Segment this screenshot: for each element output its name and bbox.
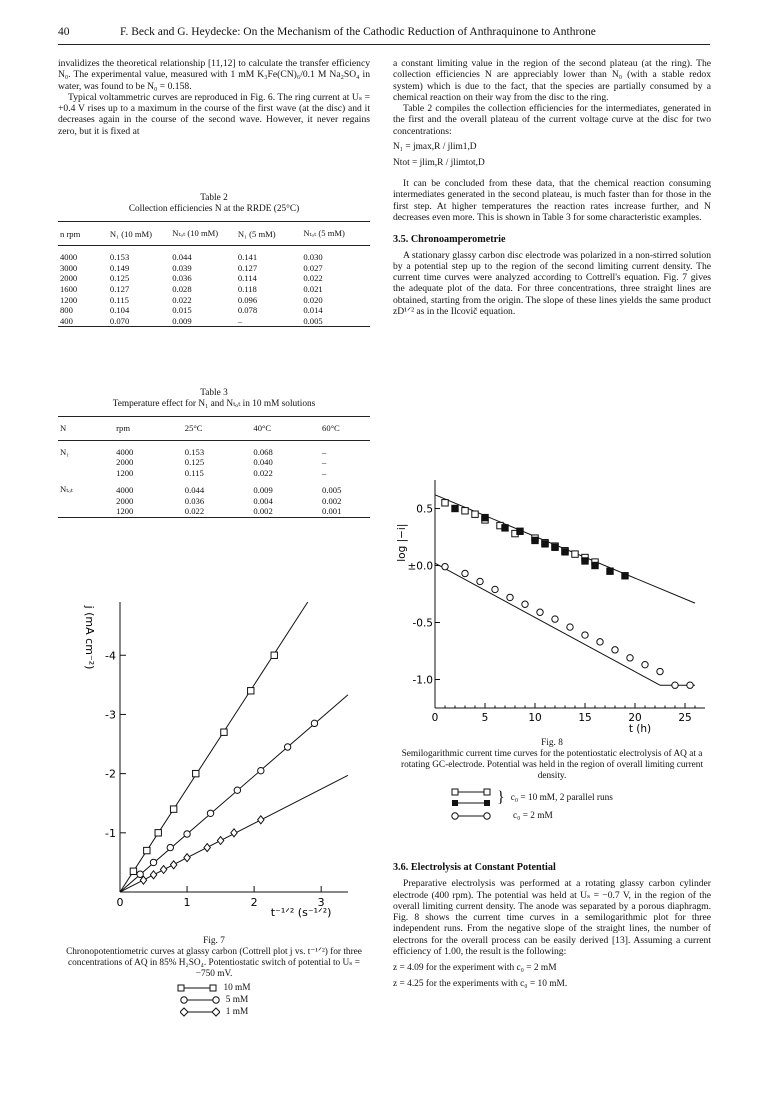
table-cell: 1200 — [60, 294, 78, 305]
table-cell: 2000 — [60, 273, 78, 284]
table-row — [58, 294, 370, 305]
fig8-chart — [393, 470, 711, 734]
table-cell — [58, 457, 114, 468]
table-cell: 0.078 — [237, 305, 258, 316]
section-3-6-heading: 3.6. Electrolysis at Constant Potential — [393, 862, 556, 873]
fig8-data-point — [597, 639, 603, 645]
table-cell: 0.004 — [253, 495, 273, 506]
page-number: 40 — [58, 26, 70, 38]
square-marker-icon — [177, 983, 217, 993]
table-cell: 0.022 — [303, 273, 323, 284]
table-header-cell: Nₜₒₜ (10 mM) — [170, 222, 236, 246]
fig8-data-point — [532, 537, 538, 543]
table-header-cell: N₁ (10 mM) — [108, 222, 170, 246]
table-cell: 0.125 — [109, 273, 130, 284]
table-cell: 0.040 — [253, 457, 273, 468]
table-header-cell: N₁ (5 mM) — [236, 222, 302, 246]
table-cell: 0.153 — [108, 246, 170, 263]
fig7-data-point — [234, 787, 240, 793]
table-cell: – — [237, 315, 243, 326]
circle-marker-icon — [451, 811, 491, 821]
fig8-legend — [451, 786, 711, 822]
table-cell: 0.009 — [253, 484, 273, 495]
fig7-x-label: t⁻¹ᐟ² (s⁻¹ᐟ²) — [270, 906, 332, 919]
fig7-data-point — [248, 688, 254, 694]
fig8-label: Fig. 8 — [541, 738, 563, 748]
table-cell: – — [322, 468, 327, 479]
brace-icon: } — [497, 789, 505, 806]
table-cell: 0.005 — [303, 315, 323, 326]
fig8-x-label: t (h) — [628, 723, 652, 734]
table-header-row — [58, 417, 370, 441]
right-para-3: It can be concluded from these data, that the chemical reaction consuming intermediates generated in the second plateau, is much faster than for those in the first step. At higher temperatures the reaction rates increase further, and N decreases even more. This is shown in Table 3 for some characteristic examples. — [393, 178, 711, 223]
table-cell: 0.015 — [172, 305, 192, 316]
table-cell: N₁ — [58, 440, 114, 457]
fig8-data-point — [567, 624, 573, 630]
table-cell: 0.115 — [109, 294, 129, 305]
table-cell: – — [320, 440, 370, 457]
table-cell: 0.009 — [172, 315, 192, 326]
fig7-data-point — [204, 844, 210, 852]
table-cell: 1200 — [116, 506, 134, 517]
table-cell: 0.028 — [172, 284, 192, 295]
fig7-y-tick-label: -1 — [105, 826, 116, 840]
fig8-data-point — [462, 570, 468, 576]
fig8-x-tick-label: 10 — [528, 712, 542, 724]
table-cell: 0.127 — [109, 284, 130, 295]
table-cell: 0.021 — [303, 284, 323, 295]
table-cell: 0.036 — [184, 495, 205, 506]
table-row — [58, 440, 370, 457]
fig8-data-point — [552, 616, 558, 622]
fig7-caption-block — [58, 936, 370, 1018]
result-10mm: z = 4.25 for the experiments with c₀ = 10 mM. — [393, 979, 568, 990]
table-cell: 0.149 — [109, 262, 130, 273]
fig8-y-tick-label: -0.5 — [412, 617, 433, 630]
table-cell: 0.068 — [251, 440, 320, 457]
table-cell: 4000 — [58, 246, 108, 263]
fig7-caption: Chronopotentiometric curves at glassy carbon (Cottrell plot j vs. t⁻¹ᐟ²) for three concentrations of AQ in 85% H₂SO₄. Potentiostatic switch of potential to Uₛ = −750 mV. — [66, 947, 362, 979]
fig7-data-point — [155, 830, 161, 836]
fig8-data-point — [572, 551, 578, 557]
table-cell: 0.005 — [322, 484, 342, 495]
table-cell: 0.114 — [237, 273, 257, 284]
running-title: F. Beck and G. Heydecke: On the Mechanism of the Cathodic Reduction of Anthraquinone to Anthrone — [120, 26, 596, 38]
table-cell: 0.020 — [303, 294, 323, 305]
fig8-x-tick-label: 20 — [628, 712, 642, 724]
fig8-data-point — [552, 544, 558, 550]
fig7-legend — [58, 982, 370, 1018]
table-cell: 3000 — [60, 262, 78, 273]
fig8-data-point — [582, 632, 588, 638]
table-cell: 2000 — [116, 495, 134, 506]
table-cell: – — [322, 457, 327, 468]
table-cell: 4000 — [116, 484, 134, 495]
fig8-data-point — [507, 594, 513, 600]
fig7-data-point — [271, 652, 277, 658]
fig8-x-tick-label: 25 — [678, 712, 692, 724]
fig7-data-point — [144, 847, 150, 853]
fig7-data-point — [311, 720, 317, 726]
table-2-grid — [58, 221, 370, 329]
table-cell — [58, 468, 114, 479]
fig7-label: Fig. 7 — [203, 936, 225, 946]
fig7-legend-1mm: 1 mM — [180, 1006, 248, 1018]
table-cell: 0.125 — [184, 457, 205, 468]
fig8-data-point — [492, 586, 498, 592]
table-row — [58, 468, 370, 479]
right-para-1: a constant limiting value in the region of the second plateau (at the ring). The collection efficiencies N are appreciably lower than N₀ (with a stable redox system) which is due to the fact, that the species are partially consumed by a chemical reaction on their way from the disc to the ring. — [393, 58, 711, 103]
table-cell: 0.039 — [172, 262, 192, 273]
fig8-data-point — [517, 528, 523, 534]
table-row — [58, 495, 370, 506]
left-text — [58, 58, 370, 137]
fig8-data-point — [477, 578, 483, 584]
fig7-y-tick-label: -4 — [105, 649, 116, 663]
fig8-legend-10mm: } c₀ = 10 mM, 2 parallel runs — [451, 786, 711, 810]
fig7-data-point — [170, 861, 176, 869]
table-cell: 0.118 — [237, 284, 257, 295]
equation-ntot: Ntot = jlim,R / jlimtot,D — [393, 158, 485, 169]
fig7-data-point — [217, 837, 223, 845]
fig7-data-point — [258, 767, 264, 773]
right-para-2: Table 2 compiles the collection efficiencies for the intermediates, generated in the first and the overall plateau of the current voltage curve at the disc for two concentrations: — [393, 103, 711, 137]
table-cell: 1200 — [116, 468, 134, 479]
table-row — [58, 316, 370, 327]
fig7-data-point — [137, 871, 143, 877]
fig8-data-point — [472, 511, 478, 517]
fig8-x-tick-label: 0 — [431, 712, 439, 724]
table-cell — [58, 495, 114, 506]
left-para-2: Typical voltammetric curves are reproduced in Fig. 6. The ring current at Uₛ = +0.4 V rises up to a maximum in the course of the first wave (at the disc) and it decreases again in the course of the second wave. However, it never regains zero, but it is fixed at — [58, 91, 370, 137]
table-2-caption: Collection efficiencies N at the RRDE (25°C) — [128, 204, 300, 214]
fig7-data-point — [160, 866, 166, 874]
table-cell: 0.070 — [109, 315, 130, 326]
table-cell — [58, 506, 114, 517]
table-header-cell: Nₜₒₜ (5 mM) — [301, 222, 370, 246]
fig8-data-point — [612, 647, 618, 653]
table-cell: 0.141 — [236, 246, 302, 263]
fig8-data-point — [537, 609, 543, 615]
fig7-legend-5mm: 5 mM — [180, 994, 248, 1006]
table-header-cell: 40°C — [251, 417, 320, 441]
fig7-data-point — [150, 871, 156, 879]
fig7-data-point — [130, 868, 136, 874]
fig8-y-label: log |−i| — [396, 523, 408, 562]
fig7-x-tick-label: 1 — [183, 896, 191, 909]
fig8-x-tick-label: 15 — [578, 712, 592, 724]
table-3-label: Table 3 — [200, 388, 228, 398]
table-cell: 0.030 — [301, 246, 370, 263]
table-row — [58, 273, 370, 284]
fig7-data-point — [284, 744, 290, 750]
square-marker-icon — [451, 787, 491, 809]
table-header-cell: rpm — [114, 417, 183, 441]
table-cell: 0.044 — [170, 246, 236, 263]
fig8-data-point — [607, 568, 613, 574]
fig8-data-point — [627, 655, 633, 661]
fig7-y-tick-label: -2 — [105, 767, 116, 781]
fig7-data-point — [170, 806, 176, 812]
fig8-caption: Semilogarithmic current time curves for the potentiostatic electrolysis of AQ at a rotating GC-electrode. Potential was held in the region of overall limiting current density. — [400, 749, 704, 781]
equation-n1: N₁ = jmax,R / jlim1,D — [393, 142, 477, 153]
table-cell: 0.115 — [184, 468, 204, 479]
fig8-data-point — [452, 505, 458, 511]
table-header-row — [58, 222, 370, 246]
fig7-data-point — [231, 829, 237, 837]
right-text-bottom — [393, 862, 711, 991]
fig8-data-point — [502, 525, 508, 531]
table-cell: 0.002 — [322, 495, 342, 506]
fig8-data-point — [687, 682, 693, 688]
table-cell: 0.002 — [253, 506, 273, 517]
fig8-fit-line — [435, 563, 660, 685]
fig7-data-point — [207, 810, 213, 816]
fig8-data-point — [442, 500, 448, 506]
fig7-x-tick-label: 2 — [250, 896, 258, 909]
table-cell: 0.044 — [184, 484, 205, 495]
fig8-data-point — [562, 549, 568, 555]
fig7-data-point — [221, 729, 227, 735]
table-3-caption: Temperature effect for N₁ and Nₜₒₜ in 10 mM solutions — [112, 399, 316, 409]
table-cell: 0.036 — [172, 273, 192, 284]
table-row — [58, 457, 370, 468]
table-cell: 0.014 — [303, 305, 323, 316]
section-3-5-heading: 3.5. Chronoamperometrie — [393, 234, 506, 246]
fig8-data-point — [482, 514, 488, 520]
header-rule — [58, 44, 710, 45]
table-header-cell: 60°C — [320, 417, 370, 441]
fig8-legend-2mm: c₀ = 2 mM — [451, 810, 711, 822]
fig7-y-tick-label: -3 — [105, 708, 116, 722]
table-cell: 2000 — [116, 457, 134, 468]
fig8-x-tick-label: 5 — [481, 712, 489, 724]
table-header-cell: 25°C — [183, 417, 252, 441]
fig7-data-point — [184, 831, 190, 837]
fig7-y-label: j (mA cm⁻²) — [83, 605, 96, 670]
table-header-cell: N — [58, 417, 114, 441]
fig7-x-tick-label: 3 — [317, 896, 325, 909]
circle-marker-icon — [180, 995, 220, 1005]
fig7-legend-10mm: 10 mM — [177, 982, 250, 994]
table-cell: 400 — [60, 315, 73, 326]
table-cell: 0.022 — [253, 468, 273, 479]
table-cell: 0.022 — [172, 294, 192, 305]
right-para-4: A stationary glassy carbon disc electrode was polarized in a non-stirred solution by a potential step up to the region of the second limiting current density. The current time curves were analyzed according to Cottrell's equation. Fig. 7 gives the adequate plot of the data. For three concentrations, three straight lines are obtained, starting from the origin. The slope of these lines yields the same product zD¹ᐟ² as in the Ilcovič equation. — [393, 249, 711, 318]
fig8-data-point — [462, 508, 468, 514]
table-row — [58, 506, 370, 517]
right-text-top — [393, 58, 711, 317]
fig7-data-point — [184, 854, 190, 862]
fig7-data-point — [258, 816, 264, 824]
fig8-y-tick-label: 0.5 — [416, 503, 433, 516]
table-cell: 0.027 — [303, 262, 323, 273]
table-cell: 0.104 — [109, 305, 130, 316]
table-row — [58, 246, 370, 263]
fig8-data-point — [622, 573, 628, 579]
table-row — [58, 263, 370, 274]
table-cell: 1600 — [60, 284, 78, 295]
table-cell: 800 — [60, 305, 73, 316]
fig8-y-tick-label: ±0.0 — [407, 560, 433, 573]
table-row — [58, 284, 370, 295]
fig7-data-point — [167, 844, 173, 850]
table-3-grid — [58, 416, 370, 520]
table-cell: 0.153 — [183, 440, 252, 457]
table-row — [58, 305, 370, 316]
table-cell: Nₜₒₜ — [60, 484, 73, 495]
fig8-data-point — [522, 601, 528, 607]
table-cell: 0.022 — [184, 506, 205, 517]
table-row — [58, 478, 370, 495]
fig8-data-point — [642, 661, 648, 667]
table-cell: 4000 — [114, 440, 183, 457]
fig8-data-point — [592, 562, 598, 568]
fig8-y-tick-label: -1.0 — [412, 674, 433, 687]
fig8-data-point — [442, 563, 448, 569]
diamond-marker-icon — [180, 1007, 220, 1017]
table-cell: 0.127 — [237, 262, 258, 273]
fig8-data-point — [657, 668, 663, 674]
fig7-data-point — [150, 859, 156, 865]
table-cell: 0.096 — [237, 294, 258, 305]
fig7-chart — [58, 592, 370, 932]
table-cell: 0.001 — [322, 506, 342, 517]
fig7-x-tick-label: 0 — [116, 896, 124, 909]
fig7-data-point — [193, 770, 199, 776]
table-2 — [58, 193, 370, 329]
left-para-1: invalidizes the theoretical relationship [11,12] to calculate the transfer efficiency N₀. The experimental value, measured with 1 mM K₃Fe(CN)₆/0.1 M Na₂SO₄ in water, was found to be N₀ = 0.158. — [58, 58, 370, 92]
fig8-data-point — [542, 541, 548, 547]
right-para-5: Preparative electrolysis was performed at a rotating glassy carbon cylinder electrode (400 rpm). The potential was held at Uₛ = −0.7 V, in the region of the overall limiting current density. The anode was separated by a porous diaphragm. Fig. 8 shows the current time curves in a semilogarithmic plot for three independent runs. From the negative slope of the straight lines, the number of electrons for the overall process can be easily derived [13]. Assuming a current efficiency of 1.00, the result is the following: — [393, 878, 711, 958]
table-3 — [58, 388, 370, 520]
fig8-data-point — [672, 682, 678, 688]
table-header-cell: n rpm — [58, 222, 108, 246]
table-2-label: Table 2 — [200, 193, 228, 203]
fig8-data-point — [582, 558, 588, 564]
result-2mm: z = 4.09 for the experiment with c₀ = 2 mM — [393, 963, 557, 974]
fig8-caption-block — [393, 738, 711, 822]
